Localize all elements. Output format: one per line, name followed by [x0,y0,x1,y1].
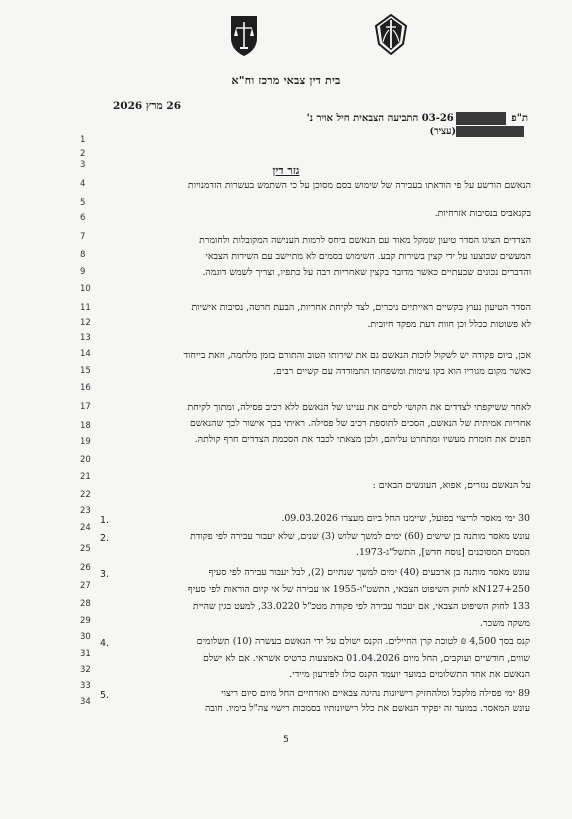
line-number: 10 [80,284,91,294]
idf-emblem-icon [371,12,411,58]
line-number: 21 [80,472,91,482]
line-number: 28 [80,599,91,609]
item-line: עונש המאסר. במועד זה יפקיד הנאשם את כלל רישיונותיו בסמכות רישוי צה"ל בימיו. חובה [205,703,530,714]
line-number: 13 [80,333,91,343]
line-number: 20 [80,455,91,465]
paragraph-line: והדברים נכונים שבעתיים כאשר מדובר בקצין שאחריות רבה על כתפיו, וצריך לשמש דוגמה. [202,267,531,278]
line-number: 22 [80,490,91,500]
case-ref-number: 03-26 [421,113,454,124]
document-title: גזר דין [272,164,300,177]
line-number: 30 [80,632,91,642]
court-name: בית דין צבאי מרכז וח"א [231,74,341,87]
item-line: קנס בסך 4,500 ₪ לטובת קרן החיילים. הקנס ישולם על ידי הנאשם בעשרה (10) תשלומים [196,636,530,647]
line-number: 7 [80,232,86,242]
line-number: 26 [80,563,91,573]
item-line: משקה משכר. [480,618,530,629]
line-number: 4 [80,179,86,189]
item-line: עונש מאסר מותנה בן שישים (60) ימים למשך שלוש (3) שנים, שלא יעבור עבירה לפי פקודת [190,531,530,542]
paragraph-line: כאשר מקום מגוריו הוא בקו עימות ומשפחתו התמודדה עם קשיים רבים. [272,366,531,377]
document-date: 26 מרץ 2026 [113,100,182,112]
line-number: 11 [80,303,91,313]
item-line: N127+250א לחוק השיפוט הצבאי, התשט"ו-1955 או עבירה של אי קיום הוראות לפי סעיף [187,584,530,595]
line-number: 27 [80,581,91,591]
paragraph-line: בקנאביס בנסיבות אזרחיות. [434,208,531,219]
paragraph-line: הסדר הטיעון נעוץ בקשיים ראייתיים ניכרים, לצד לקיחת אחריות, הבעת חרטה, נסיבות אישיות [191,302,531,313]
line-number: 25 [80,544,91,554]
item-line: 30 ימי מאסר לריצוי בפועל, שיימנו החל ביום מעצרו 09.03.2026. [281,513,530,524]
line-number: 9 [80,267,86,277]
paragraph-line: אכן, ביום פקודה יש לשקול לזכות הנאשם גם את שירותו הטוב והתורם בזמן מלחמה, וזאת בייחוד [183,350,531,361]
line-number: 18 [80,421,91,431]
paragraph-line: הנאשם הורשע על פי הודאתו בעבירה של שימוש בסם מסוכן על כי השתמש בעשרות הזדמנויות [187,180,531,191]
case-reference [307,112,528,125]
sentence-intro: על הנאשם נגזרים, אפוא, העונשים הבאים : [372,480,531,491]
redacted-block [456,126,524,137]
redacted-block [456,112,506,125]
page-number: 5 [283,735,289,745]
item-number: 2. [100,533,109,544]
item-line: 89 ימי פסילה מלקבל ומלהחזיק רישיונות נהיגה צבאיים ואזרחיים החל מיום סיום ריצוי [221,688,530,699]
item-line: שווים, חודשיים ועוקבים, החל מיום 01.04.2026 באמצעות כרטיס אשראי. אם לא ישלם [202,653,530,664]
line-number: 2 [80,149,86,159]
line-number: 8 [80,250,86,260]
item-line: הסמים המסוכנים [נוסח חדש], התשל"ג-1973. [355,547,530,558]
paragraph-line: המעשים שבוצעו על ידי קצין בשירות קבע. השימוש בסמים לא מתיישב עם השירות הצבאי [205,251,531,262]
paragraph-line: אחריות אמיתית של הנאשם, הסכים לתוספת רכיב של פסילה. ראיתי בכך אישור לכך שהנאשם [190,418,531,429]
item-number: 4. [100,638,109,649]
item-line: 133 לחוק השיפוט הצבאי, אם יעבור עבירה לפי פקודת מטכ"ל 33.0220, למעט בגין שהיית [192,601,530,612]
case-ref-prefix: ת"פ [511,113,528,124]
item-number: 1. [100,515,109,526]
line-number: 17 [80,402,91,412]
line-number: 19 [80,437,91,447]
line-number: 1 [80,135,86,145]
line-number: 16 [80,383,91,393]
line-number: 15 [80,366,91,376]
line-number: 6 [80,213,86,223]
item-line: הנאשם את אחד התשלומים במועד יועמד הקנס כולו לפירעון מיידי. [289,669,530,680]
line-number: 32 [80,665,91,675]
defendant-line [429,126,526,137]
line-number: 33 [80,681,91,691]
line-number: 29 [80,616,91,626]
paragraph-line: לאחר ששיקפתי לצדדים את הקושי לסיים את עניינו של הנאשם ללא רכיב פסילה, ומתוך לקיחת [187,402,531,413]
item-line: עונש מאסר מותנה בן ארבעים (40) ימים למשך שנתיים (2), לבל יעבור עבירה לפי סעיף [208,567,530,578]
court-emblem-icon [229,14,259,58]
paragraph-line: הפנים את חומרת מעשיו ומתחרט עליהם, ולכן מצאתי לכבד את הסכמת הצדדים חרף קולתה. [194,434,531,445]
case-ref-title: התביעה הצבאית חיל אויר נ' [306,113,419,124]
paragraph-line: הצדדים הציגו הסדר טיעון שמקל מאוד עם הנאשם ביחס לרמות הענישה המקובלות ולחומרת [199,235,531,246]
line-number: 3 [80,160,86,170]
paragraph-line: לא פשוטות ככלל וכן חוות דעת מפקד חיובית. [367,319,531,330]
line-number: 23 [80,506,91,516]
item-number: 5. [100,690,109,701]
line-number: 5 [80,198,86,208]
line-number: 34 [80,697,91,707]
item-number: 3. [100,569,109,580]
line-number: 12 [80,318,91,328]
line-number: 24 [80,523,91,533]
line-number: 14 [80,349,91,359]
line-number: 31 [80,649,91,659]
defendant-suffix: (עציר) [429,126,456,137]
